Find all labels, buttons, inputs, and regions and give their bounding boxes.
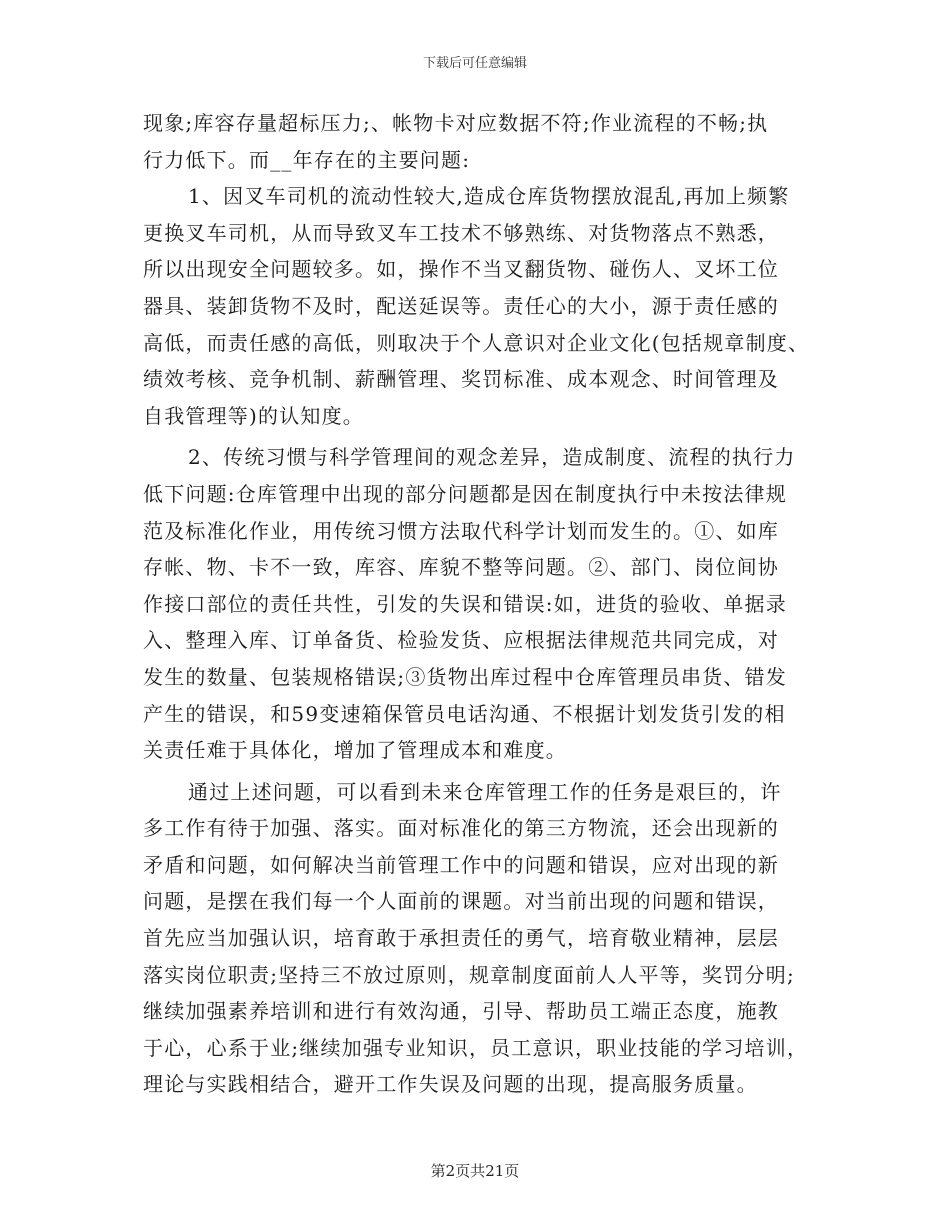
document-body bbox=[143, 105, 813, 1103]
body-line: 存帐、物、卡不一致，库容、库貌不整等问题。②、部门、岗位间协 bbox=[143, 555, 779, 580]
body-line: 入、整理入库、订单备货、检验发货、应根据法律规范共同完成，对 bbox=[143, 628, 779, 653]
paragraph-start-line: 1、因叉车司机的流动性较大,造成仓库货物摆放混乱,再加上频繁 bbox=[188, 184, 790, 209]
body-line: 关责任难于具体化，增加了管理成本和难度。 bbox=[143, 738, 567, 763]
body-line: 问题，是摆在我们每一个人面前的课题。对当前出现的问题和错误， bbox=[143, 889, 779, 914]
body-line: 产生的错误，和59变速箱保管员电话沟通、不根据计划发货引发的相 bbox=[143, 701, 786, 726]
body-line: 器具、装卸货物不及时，配送延误等。责任心的大小，源于责任感的 bbox=[143, 293, 779, 318]
body-line: 于心，心系于业;继续加强专业知识，员工意识，职业技能的学习培训， bbox=[143, 1035, 809, 1060]
body-line: 落实岗位职责;坚持三不放过原则，规章制度面前人人平等，奖罚分明; bbox=[143, 962, 795, 987]
body-line: 首先应当加强认识，培育敢于承担责任的勇气，培育敬业精神，层层 bbox=[143, 926, 779, 951]
body-line: 作接口部位的责任共性，引发的失误和错误:如，进货的验收、单据录 bbox=[143, 591, 787, 616]
paragraph-start-line: 通过上述问题，可以看到未来仓库管理工作的任务是艰巨的，许 bbox=[188, 779, 782, 804]
paragraph-start-line: 2、传统习惯与科学管理间的观念差异，造成制度、流程的执行力 bbox=[188, 445, 796, 470]
page-header: 下载后可任意编辑 bbox=[422, 56, 527, 71]
body-line: 所以出现安全问题较多。如，操作不当叉翻货物、碰伤人、叉坏工位 bbox=[143, 257, 779, 282]
page-footer: 第2页共21页 bbox=[430, 1162, 520, 1180]
body-line: 多工作有待于加强、落实。面对标准化的第三方物流，还会出现新的 bbox=[143, 816, 779, 841]
body-line: 更换叉车司机，从而导致叉车工技术不够熟练、对货物落点不熟悉， bbox=[143, 220, 779, 245]
body-line: 范及标准化作业，用传统习惯方法取代科学计划而发生的。①、如库 bbox=[143, 518, 779, 543]
body-line: 自我管理等)的认知度。 bbox=[143, 403, 365, 428]
body-line: 矛盾和问题，如何解决当前管理工作中的问题和错误，应对出现的新 bbox=[143, 852, 779, 877]
body-line: 高低，而责任感的高低，则取决于个人意识对企业文化(包括规章制度、 bbox=[143, 330, 810, 355]
body-line: 发生的数量、包装规格错误;③货物出库过程中仓库管理员串货、错发 bbox=[143, 664, 787, 689]
body-line: 行力低下。而__年存在的主要问题: bbox=[143, 147, 471, 172]
body-line: 绩效考核、竞争机制、薪酬管理、奖罚标准、成本观念、时间管理及 bbox=[143, 367, 779, 392]
body-line: 继续加强素养培训和进行有效沟通，引导、帮助员工端正态度，施教 bbox=[143, 999, 779, 1024]
body-line: 现象;库容存量超标压力;、帐物卡对应数据不符;作业流程的不畅;执 bbox=[143, 111, 769, 135]
body-line: 低下问题:仓库管理中出现的部分问题都是因在制度执行中未按法律规 bbox=[143, 481, 787, 506]
body-line: 理论与实践相结合，避开工作失误及问题的出现，提高服务质量。 bbox=[143, 1072, 758, 1097]
